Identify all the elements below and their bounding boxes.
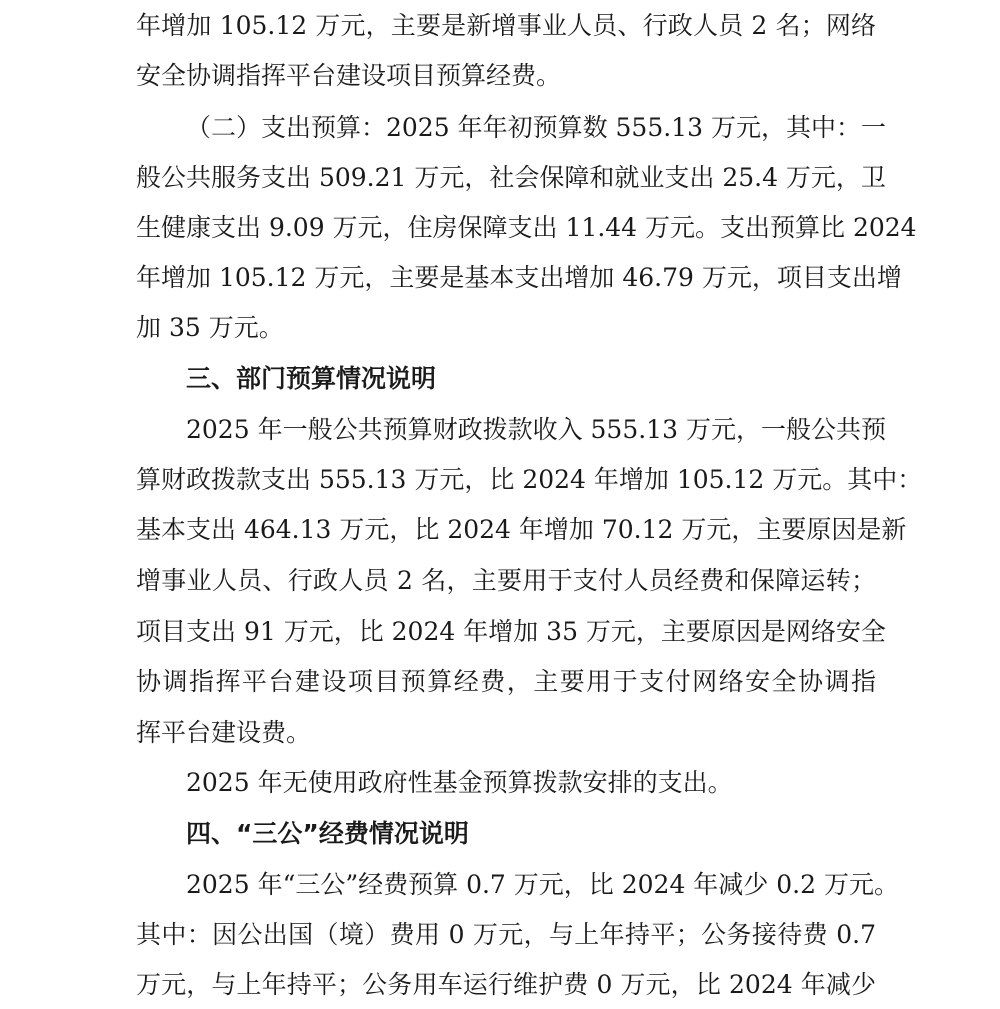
text-line: 2025 年一般公共预算财政拨款收入 555.13 万元，一般公共预 bbox=[186, 415, 886, 444]
text-line: 增事业人员、行政人员 2 名，主要用于支付人员经费和保障运转； bbox=[136, 566, 876, 595]
text-line: 其中：因公出国（境）费用 0 万元，与上年持平；公务接待费 0.7 bbox=[136, 920, 876, 949]
text-line: 协调指挥平台建设项目预算经费，主要用于支付网络安全协调指 bbox=[136, 667, 876, 696]
text-line: 加 35 万元。 bbox=[136, 313, 284, 342]
text-line: 年增加 105.12 万元，主要是基本支出增加 46.79 万元，项目支出增 bbox=[136, 263, 902, 292]
text-line: 挥平台建设费。 bbox=[136, 718, 312, 747]
section-heading: 三、部门预算情况说明 bbox=[186, 364, 437, 393]
text-line: 2025 年“三公”经费预算 0.7 万元，比 2024 年减少 0.2 万元。 bbox=[186, 870, 899, 899]
section-heading: 四、“三公”经费情况说明 bbox=[186, 819, 469, 848]
text-line: 万元，与上年持平；公务用车运行维护费 0 万元，比 2024 年减少 bbox=[136, 970, 876, 999]
text-line: 2025 年无使用政府性基金预算拨款安排的支出。 bbox=[186, 768, 733, 797]
text-line: 项目支出 91 万元，比 2024 年增加 35 万元，主要原因是网络安全 bbox=[136, 617, 886, 646]
text-line: 基本支出 464.13 万元，比 2024 年增加 70.12 万元，主要原因是新 bbox=[136, 515, 907, 544]
text-line: 般公共服务支出 509.21 万元，社会保障和就业支出 25.4 万元，卫 bbox=[136, 163, 886, 192]
text-line: 安全协调指挥平台建设项目预算经费。 bbox=[136, 61, 562, 90]
text-line: 生健康支出 9.09 万元，住房保障支出 11.44 万元。支出预算比 2024 bbox=[136, 213, 917, 242]
text-line: 年增加 105.12 万元，主要是新增事业人员、行政人员 2 名；网络 bbox=[136, 11, 876, 40]
text-line: 算财政拨款支出 555.13 万元，比 2024 年增加 105.12 万元。其中： bbox=[136, 465, 923, 494]
text-line: （二）支出预算：2025 年年初预算数 555.13 万元，其中：一 bbox=[186, 113, 886, 142]
